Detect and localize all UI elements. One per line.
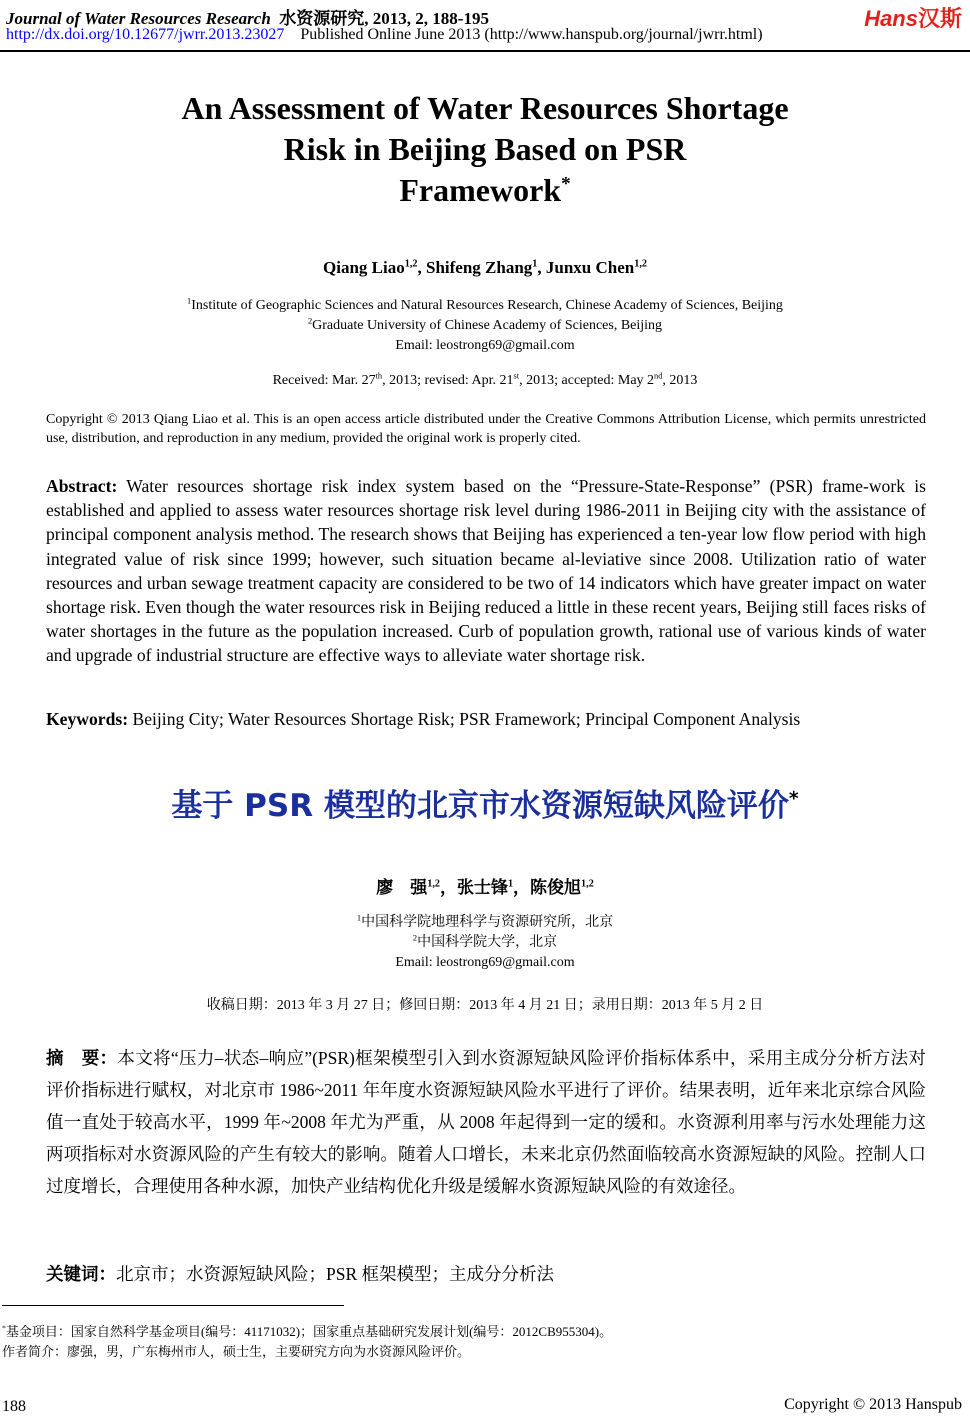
accepted-year: , 2013 xyxy=(662,373,698,388)
sep: ， xyxy=(439,878,457,897)
affil-sup: 1 xyxy=(356,913,362,923)
author: 陈俊旭 xyxy=(530,878,582,897)
paper-title xyxy=(0,88,970,211)
author: 张士锋 xyxy=(456,878,508,897)
cn-dates: 收稿日期：2013 年 3 月 27 日；修回日期：2013 年 4 月 21 日；录用日期：2013 年 5 月 2 日 xyxy=(206,998,764,1013)
page-number: 188 xyxy=(2,1398,26,1415)
copyright-notice: Copyright © 2013 Qiang Liao et al. This is an open access article distributed under the Creative Commons Attribution License, which permits unrestricted use, distribution, and reproduction in any medium, provided the original work is properly cited. xyxy=(46,412,926,446)
publication-line xyxy=(6,26,763,44)
title-line: Risk in Beijing Based on PSR xyxy=(283,131,687,167)
revised: , 2013; revised: Apr. 21 xyxy=(382,373,514,388)
affiliation: 中国科学院地理科学与资源研究所，北京 xyxy=(361,915,614,930)
keywords xyxy=(46,709,800,730)
author-sup: 1,2 xyxy=(634,258,647,270)
sup: st xyxy=(513,371,520,381)
cn-abstract xyxy=(46,1042,926,1202)
author-sup: 1,2 xyxy=(427,878,440,890)
affiliation: 中国科学院大学，北京 xyxy=(417,935,558,950)
funding-note: 基金项目：国家自然科学基金项目(编号：41171032)；国家重点基础研究发展计划(编号：2012CB955304)。 xyxy=(5,1324,613,1339)
affiliation: Institute of Geographic Sciences and Natural Resources Research, Chinese Academy of Sciences, Beijing xyxy=(191,298,783,313)
title-line: An Assessment of Water Resources Shortage xyxy=(181,90,789,126)
author-bio: 作者简介：廖强，男，广东梅州市人，硕士生，主要研究方向为水资源风险评价。 xyxy=(2,1344,471,1359)
keywords-text: Beijing City; Water Resources Shortage Risk; PSR Framework; Principal Component Analysis xyxy=(128,709,801,729)
logo-text-cn: 汉斯 xyxy=(917,6,962,31)
journal-name: Journal of Water Resources Research xyxy=(6,9,271,28)
affil-sup: 1 xyxy=(187,296,192,306)
affil-sup: 2 xyxy=(307,316,313,326)
affiliations xyxy=(0,296,970,356)
authors xyxy=(0,258,970,278)
author-sup: 1,2 xyxy=(581,878,594,890)
footnote-rule xyxy=(2,1305,344,1306)
footnotes xyxy=(2,1322,612,1362)
affiliation: Graduate University of Chinese Academy of Sciences, Beijing xyxy=(312,318,663,333)
footer-copyright: Copyright © 2013 Hanspub xyxy=(784,1396,962,1413)
author: Shifeng Zhang xyxy=(425,258,533,277)
accepted: , 2013; accepted: May 2 xyxy=(519,373,655,388)
sep: , xyxy=(417,258,426,277)
author: 廖 强 xyxy=(376,878,428,897)
author: Junxu Chen xyxy=(545,258,635,277)
title-line: Framework xyxy=(399,172,562,208)
sup: th xyxy=(375,371,383,381)
title-footnote-mark: * xyxy=(788,788,799,810)
cn-authors xyxy=(0,873,970,898)
received: Received: Mar. 27 xyxy=(272,373,376,388)
keywords-label: Keywords: xyxy=(46,709,129,729)
cn-title-text: 基于 PSR 模型的北京市水资源短缺风险评价 xyxy=(171,788,789,824)
title-footnote-mark: * xyxy=(561,173,571,195)
sep: , xyxy=(537,258,546,277)
abstract-label: Abstract: xyxy=(46,476,118,496)
cn-affiliations xyxy=(0,913,970,973)
cn-keywords-label: 关键词： xyxy=(46,1264,116,1284)
cn-keywords-text: 北京市；水资源短缺风险；PSR 框架模型；主成分分析法 xyxy=(116,1264,555,1284)
hans-logo xyxy=(864,2,962,33)
email: Email: leostrong69@gmail.com xyxy=(395,338,575,353)
cn-keywords xyxy=(46,1261,554,1286)
abstract xyxy=(46,474,926,668)
author: Qiang Liao xyxy=(323,258,405,277)
author-sup: 1 xyxy=(532,258,538,270)
cn-title xyxy=(0,780,970,825)
author-sup: 1,2 xyxy=(404,258,418,270)
journal-citation: 水资源研究, 2013, 2, 188-195 xyxy=(279,9,489,28)
header-rule xyxy=(0,50,970,52)
author-sup: 1 xyxy=(507,878,514,890)
fund-mark: * xyxy=(2,1323,6,1333)
cn-abstract-text: 本文将“压力–状态–响应”(PSR)框架模型引入到水资源短缺风险评价指标体系中，采用主成分分析方法对评价指标进行赋权，对北京市 1986~2011 年年度水资源短缺风险水平进行了评价。结果表明，近年来北京综合风险值一直处于较高水平，1999 年~2008 年尤为严重，从 2008 年起得到一定的缓和。水资源利用率与污水处理能力这两项指标对水资源风险的产生有较大的影响。随着人口增长，未来北京仍然面临较高水资源短缺的风险。控制人口过度增长，合理使用各种水源，加快产业结构优化升级是缓解水资源短缺风险的有效途径。 xyxy=(46,1048,926,1196)
cn-abstract-label: 摘 要： xyxy=(46,1048,118,1068)
affil-sup: 2 xyxy=(412,933,418,943)
received-dates xyxy=(0,373,970,389)
logo-text: Hans xyxy=(864,6,918,31)
sep: ， xyxy=(513,878,531,897)
doi-link[interactable]: http://dx.doi.org/10.12677/jwrr.2013.23027 xyxy=(6,26,285,43)
email: Email: leostrong69@gmail.com xyxy=(395,955,575,970)
published-info: Published Online June 2013 (http://www.hanspub.org/journal/jwrr.html) xyxy=(300,26,763,43)
abstract-text: Water resources shortage risk index system based on the “Pressure-State-Response” (PSR) frame-work is established and applied to assess water resources shortage risk level during 1986-2011 in Beijing city with the assistance of principal component analysis method. The research shows that Beijing has experienced a ten-year low flow period with high integrated value of risk since 1999; however, such situation became al-leviative since 2008. Utilization ratio of water resources and urban sewage treatment capacity are considered to be two of 14 indicators which have greater impact on water shortage risk. Even though the water resources risk in Beijing reduced a little in these recent years, Beijing still faces risks of water shortages in the future as the population increased. Curb of population growth, rational use of various kinds of water and upgrade of industrial structure are effective ways to alleviate water shortage risk. xyxy=(46,476,926,666)
sup: nd xyxy=(654,371,663,381)
